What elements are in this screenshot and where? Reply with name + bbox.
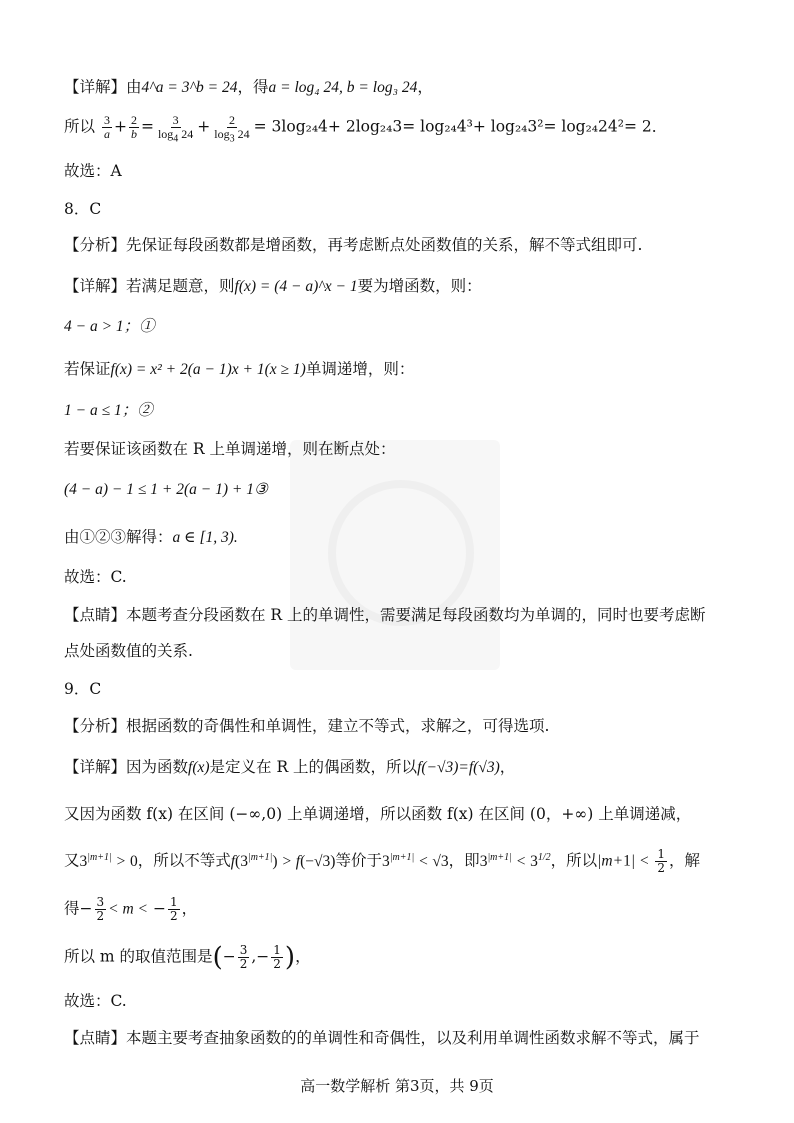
fraction-neg-1-over-2: $\frac{1}{2}$ bbox=[169, 895, 178, 923]
comment-line-9a: 【点睛】本题主要考查抽象函数的的单调性和奇偶性，以及利用单调性函数求解不等式，属于 bbox=[64, 1029, 700, 1047]
range-line-9: 所以 m 的取值范围是(− $\frac{3}{2}$ ,− $\frac{1}{2}$ )， bbox=[64, 942, 311, 973]
answer-line-8: 故选：C. bbox=[64, 568, 127, 586]
fraction-3-over-a: $\frac{3}{a}$ bbox=[103, 113, 110, 141]
detail-line-8c: 若要保证该函数在 R 上单调递增，则在断点处： bbox=[64, 440, 396, 458]
detail-line-9a: 【详解】因为函数f(x)是定义在 R 上的偶函数，所以f(−√3)=f(√3)， bbox=[64, 758, 516, 776]
fraction-2-over-b: $\frac{2}{b}$ bbox=[130, 113, 137, 141]
comment-line-8b: 点处函数值的关系. bbox=[64, 642, 193, 660]
watermark-logo bbox=[290, 440, 500, 670]
solve-line-8: 由①②③解得：a ∈ [1, 3). bbox=[64, 528, 238, 546]
detail-line-8b: 若保证f(x) = x² + 2(a − 1)x + 1(x ≥ 1)单调递增，则： bbox=[64, 360, 415, 378]
comment-line-8a: 【点睛】本题考查分段函数在 R 上的单调性，需要满足每段函数均为单调的，同时也要考虑断 bbox=[64, 606, 706, 624]
fraction-1-over-2: $\frac{1}{2}$ bbox=[657, 847, 665, 875]
detail-line-9c: 又$3^{|m+1|} > 0$，所以不等式$f(3^{|m+1|}) > f(-√3)$等价于$3^{|m+1|} < √3$，即$3^{|m+1|} < 3^{1/2}$，所以|m+1| < $\frac{1}{2}$ ，解 bbox=[64, 847, 700, 875]
page-footer: 高一数学解析 第3页，共 9页 bbox=[300, 1077, 494, 1095]
fraction-3-over-2: $\frac{3}{2}$ bbox=[96, 895, 105, 923]
analysis-line-9: 【分析】根据函数的奇偶性和单调性，建立不等式，求解之，可得选项. bbox=[64, 717, 550, 735]
fraction-3-over-log4: $\frac{3}{\log_4 24}$ bbox=[157, 113, 194, 145]
detail-line-sum: 所以 $\frac{3}{a}$ + $\frac{2}{b}$ = $\frac{3}{\log_4 24}$ + $\frac{2}{\log_3 24}$ = 3log₂₄4+ 2log₂₄3= log₂₄4³+ log₂₄3²= log₂₄24²= 2． bbox=[64, 113, 668, 145]
condition-2: 1 − a ≤ 1；② bbox=[64, 402, 153, 419]
detail-line-9d: 得− $\frac{3}{2}$ < m < − $\frac{1}{2}$ ， bbox=[64, 895, 198, 923]
fraction-2-over-log3: $\frac{2}{\log_3 24}$ bbox=[214, 113, 250, 145]
answer-line-7: 故选：A bbox=[64, 162, 122, 180]
analysis-line-8: 【分析】先保证每段函数都是增函数，再考虑断点处函数值的关系，解不等式组即可. bbox=[64, 236, 643, 254]
condition-3: (4 − a) − 1 ≤ 1 + 2(a − 1) + 1③ bbox=[64, 481, 268, 498]
answer-line-9: 故选：C. bbox=[64, 992, 127, 1010]
detail-line-8a: 【详解】若满足题意，则f(x) = (4 − a)^x − 1要为增函数，则： bbox=[64, 277, 482, 295]
question-number-9: 9．C bbox=[64, 680, 102, 698]
condition-1: 4 − a > 1；① bbox=[64, 318, 155, 335]
detail-line-9b: 又因为函数 f(x) 在区间 (−∞,0) 上单调递增，所以函数 f(x) 在区间 (0，+∞) 上单调递减， bbox=[64, 805, 692, 823]
question-number-8: 8．C bbox=[64, 200, 102, 218]
detail-line-log: 【详解】由4^a = 3^b = 24，得a = log₄ 24, b = log₃ 24， bbox=[64, 78, 433, 96]
